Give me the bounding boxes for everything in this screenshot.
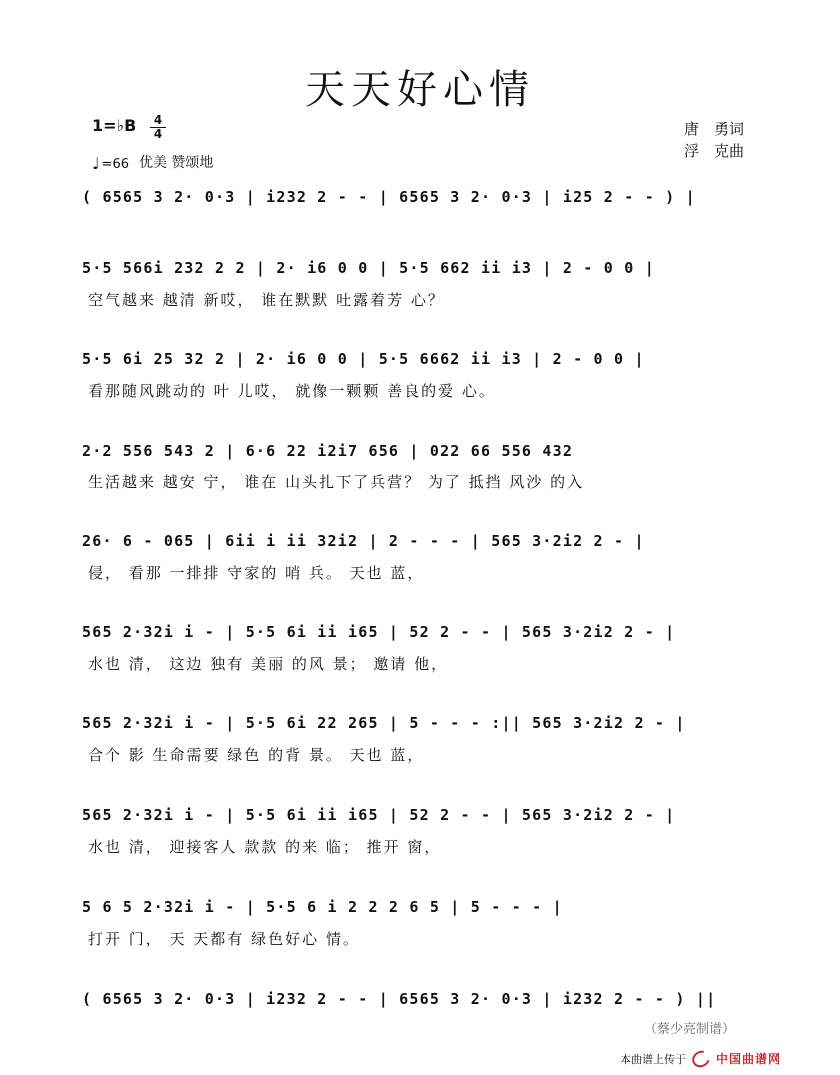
notation-line-3: 5·5 6i 25 32 2 | 2· i6 0 0 | 5·5 6662 ii i3 | 2 - 0 0 | <box>82 350 645 368</box>
notation-line-6: 565 2·32i i - | 5·5 6i ii i65 | 52 2 - - | 565 3·2i2 2 - | <box>82 623 676 641</box>
notation-line-9: 5 6 5 2·32i i - | 5·5 6 i 2 2 2 6 5 | 5 - - - | <box>82 898 563 916</box>
composer: 浮 克曲 <box>684 142 745 160</box>
lyrics-line-9: 打开 门， 天 天都有 绿色好心 情。 <box>88 930 360 948</box>
lyrics-line-6: 水也 清， 这边 独有 美丽 的风 景； 邀请 他， <box>88 655 449 673</box>
notation-line-2: 5·5 566i 232 2 2 | 2· i6 0 0 | 5·5 662 ii i3 | 2 - 0 0 | <box>82 259 655 277</box>
quarter-note-icon: ♩ <box>92 154 100 173</box>
notation-line-7: 565 2·32i i - | 5·5 6i 22 265 | 5 - - - :|| 565 3·2i2 2 - | <box>82 714 686 732</box>
tempo-value: =66 <box>101 157 129 172</box>
lyrics-line-2: 空气越来 越清 新哎， 谁在默默 吐露着芳 心？ <box>88 291 445 309</box>
notation-line-10: ( 6565 3 2· 0·3 | i232 2 - - | 6565 3 2· 0·3 | i232 2 - - ) || <box>82 990 717 1008</box>
site-footer <box>620 1050 781 1067</box>
site-logo-icon <box>689 1047 713 1070</box>
lyrics-line-8: 水也 清， 迎接客人 款款 的来 临； 推开 窗， <box>88 838 442 856</box>
notation-line-8: 565 2·32i i - | 5·5 6i ii i65 | 52 2 - - | 565 3·2i2 2 - | <box>82 806 676 824</box>
time-signature <box>150 114 166 141</box>
lyrics-line-5: 侵， 看那 一排排 守家的 哨 兵。 天也 蓝， <box>88 564 425 582</box>
lyrics-line-3: 看那随风跳动的 叶 儿哎， 就像一颗颗 善良的爱 心。 <box>88 382 496 400</box>
time-signature-top: 4 <box>153 113 163 127</box>
notation-line-5: 26· 6 - 065 | 6ii i ii 32i2 | 2 - - - | 565 3·2i2 2 - | <box>82 532 645 550</box>
key-signature: 1=♭B <box>92 116 137 135</box>
tempo-style: 优美 赞颂地 <box>138 155 214 171</box>
lyrics-line-7: 合个 影 生命需要 绿色 的背 景。 天也 蓝， <box>88 746 425 764</box>
song-title: 天天好心情 <box>305 67 535 113</box>
transcriber-credit: （蔡少亮制谱） <box>644 1022 736 1037</box>
tempo-marking <box>92 152 213 172</box>
upload-text: 本曲谱上传于 <box>620 1052 686 1066</box>
time-signature-bottom: 4 <box>153 127 163 141</box>
site-name[interactable]: 中国曲谱网 <box>716 1052 782 1066</box>
notation-line-4: 2·2 556 543 2 | 6·6 22 i2i7 656 | 022 66 556 432 <box>82 442 574 460</box>
notation-line-1: ( 6565 3 2· 0·3 | i232 2 - - | 6565 3 2· 0·3 | i25 2 - - ) | <box>82 188 696 206</box>
lyrics-line-4: 生活越来 越安 宁， 谁在 山头扎下了兵营？ 为了 抵挡 风沙 的入 <box>88 473 585 491</box>
lyricist: 唐 勇词 <box>684 120 745 138</box>
credits <box>684 118 744 162</box>
